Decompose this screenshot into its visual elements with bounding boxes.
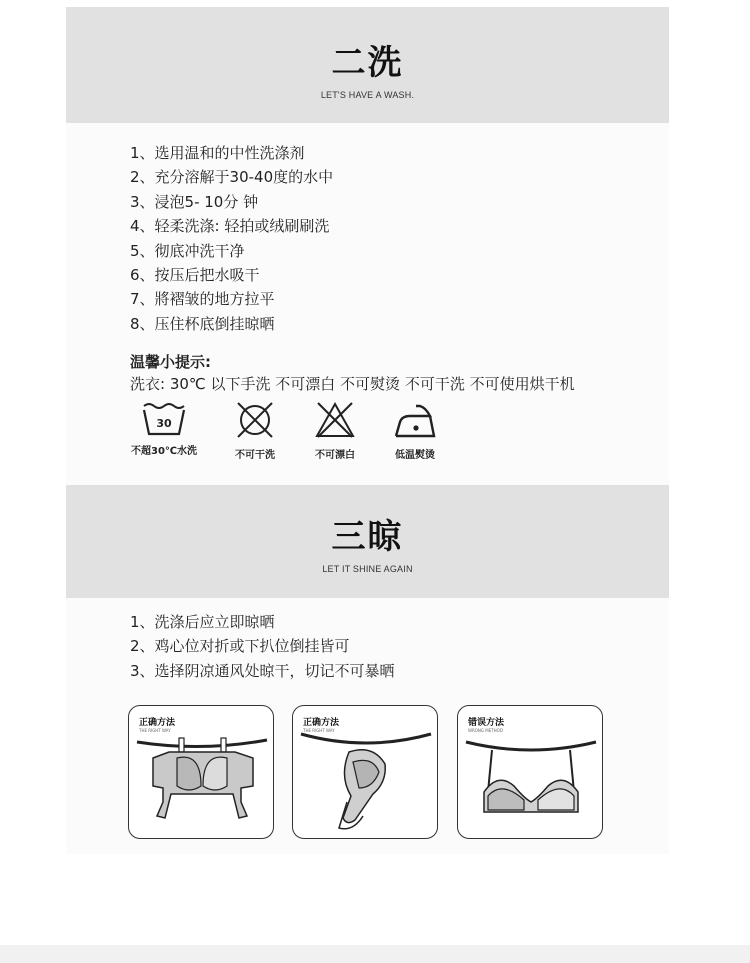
dry-subtitle: LET IT SHINE AGAIN (322, 564, 413, 574)
wash-30-number: 30 (156, 417, 172, 430)
dry-title: 三晾 (331, 517, 404, 557)
method-card-right-1 (128, 705, 274, 839)
method-subtitle: WRONG METHOD (468, 728, 503, 733)
method-title: 错误方法 (468, 718, 505, 728)
care-item-no-bleach (300, 398, 370, 461)
care-label: 不超30℃水洗 (130, 446, 198, 457)
care-label: 不可干洗 (235, 450, 275, 461)
care-label: 低温熨烫 (395, 450, 435, 461)
care-item-no-dry-clean (220, 398, 290, 461)
dry-step: 2、鸡心位对折或下扒位倒挂皆可 (130, 637, 350, 656)
wash-30-icon (141, 398, 187, 438)
wash-title: 二洗 (331, 43, 404, 83)
care-item-wash-30 (125, 398, 203, 457)
wash-steps-list (130, 141, 333, 336)
care-label: 不可漂白 (315, 450, 355, 461)
no-bleach-icon (313, 398, 357, 442)
method-card-wrong (457, 705, 603, 839)
care-tip-text: 洗衣: 30℃ 以下手洗 不可漂白 不可熨烫 不可干洗 不可使用烘干机 (130, 375, 575, 393)
wash-header (66, 7, 669, 123)
dry-steps-list (130, 610, 395, 683)
wash-step: 4、轻柔洗涤: 轻拍或绒刷刷洗 (130, 217, 330, 236)
wash-step: 1、选用温和的中性洗涤剂 (130, 144, 305, 162)
method-subtitle: THE RIGHT WAY (303, 728, 335, 733)
wash-subtitle: LET'S HAVE A WASH. (320, 90, 415, 100)
wash-step: 5、彻底冲洗干净 (130, 241, 245, 260)
method-title: 正确方法 (139, 718, 176, 728)
method-card-right-2 (292, 705, 438, 839)
wash-step: 3、浸泡5- 10分 钟 (130, 192, 259, 211)
wash-step: 6、按压后把水吸干 (130, 265, 260, 284)
bra-hung-by-band-icon (129, 706, 275, 840)
method-title: 正确方法 (303, 718, 340, 728)
care-item-low-iron (380, 398, 450, 461)
method-subtitle: THE RIGHT WAY (139, 728, 171, 733)
dry-step: 1、洗涤后应立即晾晒 (130, 613, 275, 631)
dry-step: 3、选择阴凉通风处晾干，切记不可暴晒 (130, 661, 395, 680)
bra-folded-over-line-icon (293, 706, 439, 840)
no-dry-clean-icon (233, 398, 277, 442)
care-tip-title: 温馨小提示: (130, 353, 211, 371)
low-iron-icon (392, 398, 438, 442)
dry-header (66, 485, 669, 598)
wash-step: 7、將褶皱的地方拉平 (130, 290, 275, 309)
page-bottom-bar (0, 945, 750, 963)
wash-step: 2、充分溶解于30-40度的水中 (130, 168, 334, 187)
wash-step: 8、压住杯底倒挂晾晒 (130, 314, 275, 333)
bra-hung-by-straps-icon (458, 706, 604, 840)
